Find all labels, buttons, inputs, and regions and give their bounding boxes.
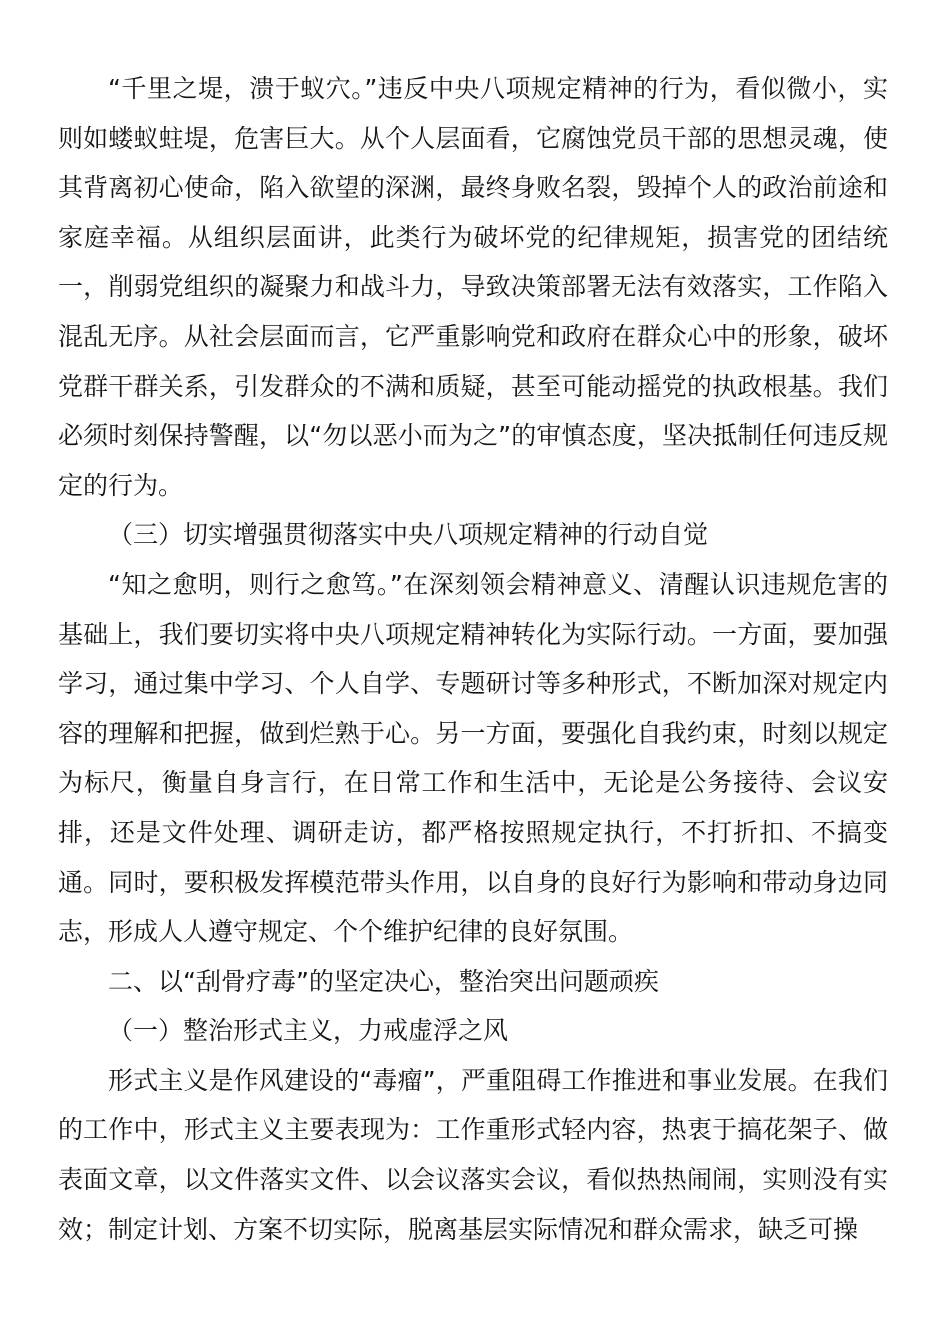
subheading-formalism: （一）整治形式主义，力戒虚浮之风 (108, 1016, 509, 1046)
paragraph-turn-into-action: “知之愈明，则行之愈笃。”在深刻领会精神意义、清醒认识违规危害的基础上，我们要切实将中央八项规定精神转化为实际行动。一方面，要加强学习，通过集中学习、个人自学、专题研讨等多种形式，不断加深对规定内容的理解和把握，做到烂熟于心。另一方面，要强化自我约束，时刻以规定为标尺，衡量自身言行，在日常工作和生活中，无论是公务接待、会议安排，还是文件处理、调研走访，都严格按照规定执行，不打折扣、不搞变通。同时，要积极发挥模范带头作用，以自身的良好行为影响和带动身边同志，形成人人遵守规定、个个维护纪律的良好氛围。 (58, 569, 888, 947)
subheading-action-consciousness: （三）切实增强贯彻落实中央八项规定精神的行动自觉 (108, 520, 709, 550)
section-heading-rectify-problems: 二、以“刮骨疗毒”的坚定决心，整治突出问题顽疾 (108, 966, 659, 996)
paragraph-formalism: 形式主义是作风建设的“毒瘤”，严重阻碍工作推进和事业发展。在我们的工作中，形式主义主要表现为：工作重形式轻内容，热衷于搞花架子、做表面文章，以文件落实文件、以会议落实会议，看似热热闹闹，实则没有实效；制定计划、方案不切实际，脱离基层实际情况和群众需求，缺乏可操 (58, 1065, 888, 1244)
paragraph-harm-of-violations: “千里之堤，溃于蚁穴。”违反中央八项规定精神的行为，看似微小，实则如蝼蚁蛀堤，危害巨大。从个人层面看，它腐蚀党员干部的思想灵魂，使其背离初心使命，陷入欲望的深渊，最终身败名裂，毁掉个人的政治前途和家庭幸福。从组织层面讲，此类行为破坏党的纪律规矩，损害党的团结统一，削弱党组织的凝聚力和战斗力，导致决策部署无法有效落实，工作陷入混乱无序。从社会层面而言，它严重影响党和政府在群众心中的形象，破坏党群干群关系，引发群众的不满和质疑，甚至可能动摇党的执政根基。我们必须时刻保持警醒，以“勿以恶小而为之”的审慎态度，坚决抵制任何违反规定的行为。 (58, 74, 888, 500)
